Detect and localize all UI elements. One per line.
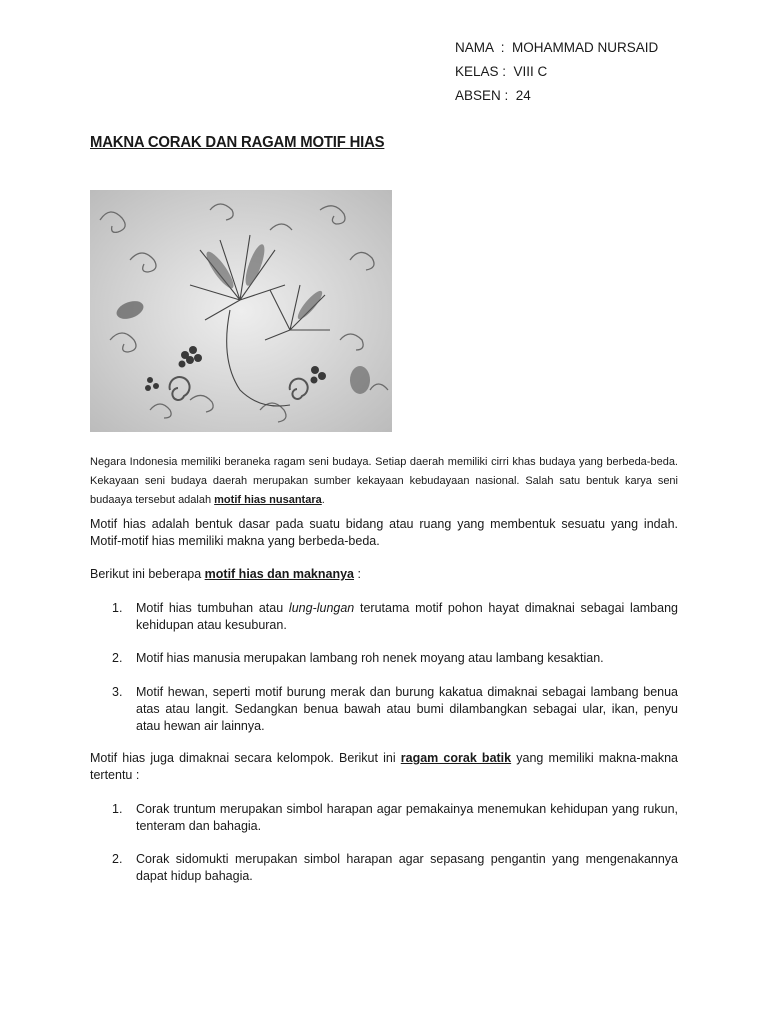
batik-motif-illustration xyxy=(90,190,392,432)
list-number: 1. xyxy=(112,802,123,816)
list-number: 1. xyxy=(112,601,123,615)
list-number: 3. xyxy=(112,685,123,699)
document-title: MAKNA CORAK DAN RAGAM MOTIF HIAS xyxy=(90,134,385,151)
section2-lead xyxy=(90,750,678,784)
list-item xyxy=(90,684,678,735)
list-item xyxy=(90,600,678,634)
section1-lead-end: : xyxy=(354,567,361,581)
ragam-corak-batik-link: ragam corak batik xyxy=(400,751,512,765)
section2-lead-text: Motif hias juga dimaknai secara kelompok. Berikut ini xyxy=(90,751,401,765)
intro-paragraph xyxy=(90,453,678,510)
list-text: Motif hias manusia merupakan lambang roh nenek moyang atau lambang kesaktian. xyxy=(136,651,604,665)
section1-lead-text: Berikut ini beberapa xyxy=(90,567,205,581)
student-name: NAMA : MOHAMMAD NURSAID xyxy=(455,40,659,55)
list-text-part: Motif hias tumbuhan atau xyxy=(136,601,289,615)
section1-lead xyxy=(90,566,678,583)
motif-hias-nusantara-link: motif hias nusantara xyxy=(214,494,322,506)
student-info xyxy=(455,36,658,108)
list-text: Motif hewan, seperti motif burung merak dan burung kakatua dimaknai sebagai lambang benua atas atau langit. Sedangkan benua bawah atau bumi dilambangkan sebagai ular, ikan, penyu atau hewan air lainnya. xyxy=(136,685,678,733)
list-text: Corak truntum merupakan simbol harapan agar pemakainya menemukan kehidupan yang rukun, tenteram dan bahagia. xyxy=(136,802,678,833)
section2-lead-end: yang memiliki makna-makna tertentu : xyxy=(90,751,679,782)
list-number: 2. xyxy=(112,852,123,866)
list-number: 2. xyxy=(112,651,123,665)
batik-motif-image xyxy=(90,190,392,432)
student-number: ABSEN : 24 xyxy=(455,88,531,103)
list-item xyxy=(90,650,678,667)
intro-end: . xyxy=(321,494,325,506)
list-text-italic: lung-lungan xyxy=(288,601,355,615)
list-text: Corak sidomukti merupakan simbol harapan agar sepasang pengantin yang mengenakannya dapat hidup bahagia. xyxy=(136,852,678,883)
list-item xyxy=(90,801,678,835)
list-text-part: terutama motif pohon hayat dimaknai sebagai lambang kehidupan atau kesuburan. xyxy=(136,601,678,632)
list-item xyxy=(90,851,678,885)
definition-paragraph: Motif hias adalah bentuk dasar pada suatu bidang atau ruang yang membentuk sesuatu yang indah. Motif-motif hias memiliki makna yang berbeda-beda. xyxy=(90,517,678,548)
student-class: KELAS : VIII C xyxy=(455,64,548,79)
intro-text: Negara Indonesia memiliki beraneka ragam seni budaya. Setiap daerah memiliki cirri khas budaya yang berbeda-beda. Kekayaan seni budaya daerah merupakan sumber kekayaan kebudayaan nasional. Salah satu bentuk karya seni budaaya tersebut adalah xyxy=(90,456,678,506)
list-text xyxy=(136,600,678,634)
motif-hias-maknanya-link: motif hias dan maknanya xyxy=(204,567,355,581)
